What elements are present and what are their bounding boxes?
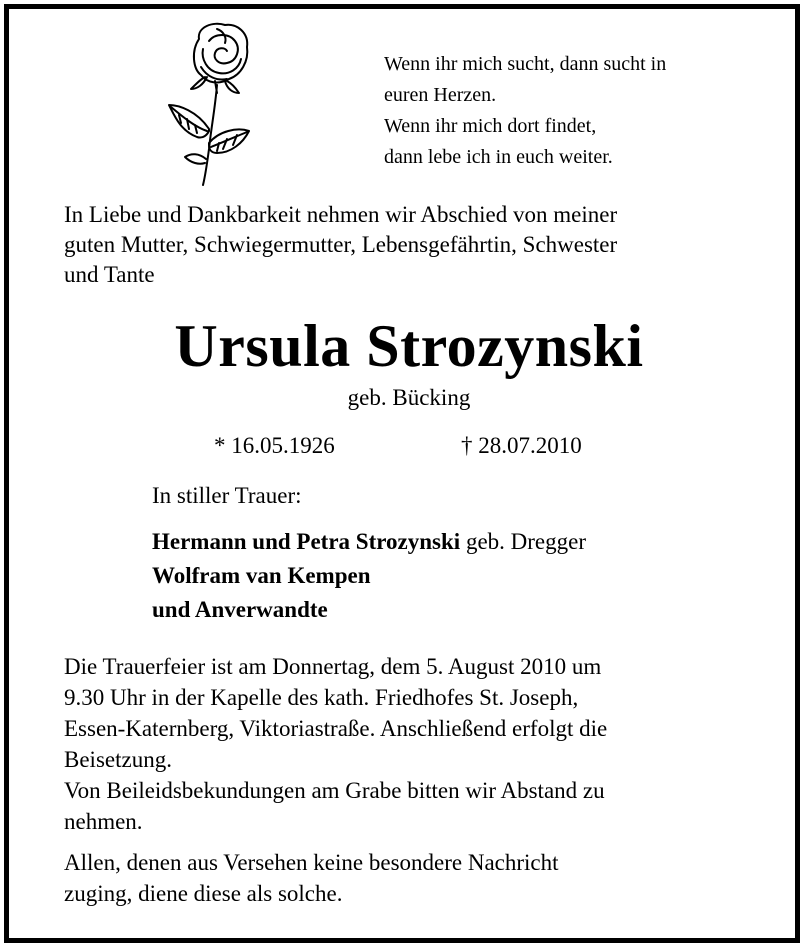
- family-line: [152, 525, 772, 559]
- poem-verse: [384, 49, 779, 173]
- ceremony-details: [64, 651, 754, 837]
- details-line: Essen-Katernberg, Viktoriastraße. Anschließend erfolgt die: [64, 716, 608, 741]
- intro-line: und Tante: [64, 262, 155, 287]
- closing-line: Allen, denen aus Versehen keine besondere Nachricht: [64, 850, 559, 875]
- obituary-notice: [4, 4, 800, 943]
- family-line: und Anverwandte: [152, 597, 328, 622]
- details-line: nehmen.: [64, 809, 143, 834]
- family-maiden-name: geb. Dregger: [460, 529, 586, 554]
- poem-line: Wenn ihr mich dort findet,: [384, 115, 597, 137]
- death-date: † 28.07.2010: [461, 433, 582, 458]
- family-line: Wolfram van Kempen: [152, 563, 371, 588]
- maiden-name: geb. Bücking: [347, 385, 471, 410]
- family-name-primary: Hermann und Petra Strozynski: [152, 529, 461, 554]
- intro-text: [64, 200, 784, 290]
- birth-date: * 16.05.1926: [214, 433, 335, 458]
- details-line: Beisetzung.: [64, 747, 172, 772]
- closing-line: zuging, diene diese als solche.: [64, 881, 343, 906]
- mourning-label: In stiller Trauer:: [152, 483, 302, 508]
- details-line: 9.30 Uhr in der Kapelle des kath. Friedhofes St. Joseph,: [64, 685, 579, 710]
- details-line: Von Beileidsbekundungen am Grabe bitten wir Abstand zu: [64, 778, 605, 803]
- intro-line: In Liebe und Dankbarkeit nehmen wir Abschied von meiner: [64, 202, 618, 227]
- deceased-name: Ursula Strozynski: [174, 313, 644, 379]
- details-line: Die Trauerfeier ist am Donnertag, dem 5. August 2010 um: [64, 654, 602, 679]
- poem-line: euren Herzen.: [384, 84, 497, 106]
- rose-icon: [157, 19, 257, 189]
- family-list: [152, 525, 772, 627]
- closing-note: [64, 847, 750, 909]
- poem-line: dann lebe ich in euch weiter.: [384, 146, 613, 168]
- poem-line: Wenn ihr mich sucht, dann sucht in: [384, 53, 667, 75]
- intro-line: guten Mutter, Schwiegermutter, Lebensgefährtin, Schwester: [64, 232, 618, 257]
